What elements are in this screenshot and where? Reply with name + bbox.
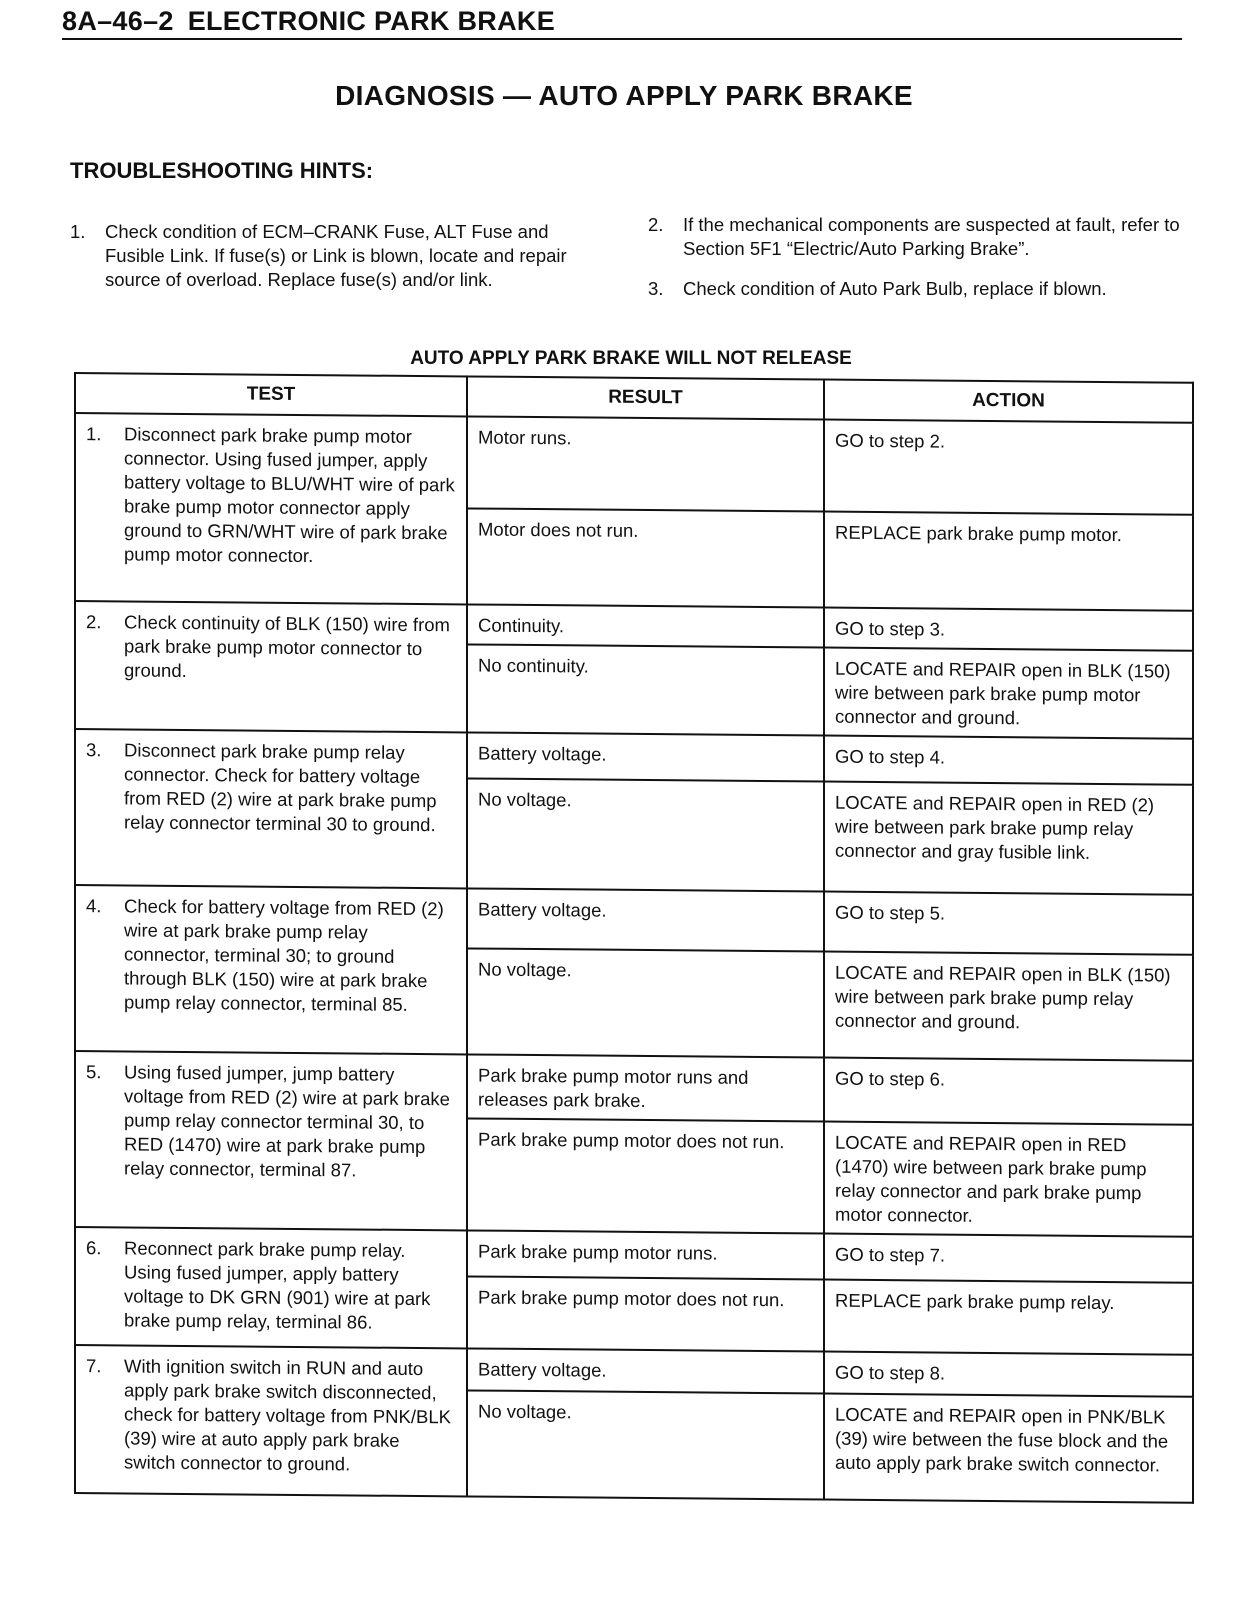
action-cell: GO to step 2. bbox=[824, 420, 1193, 515]
action-cell: GO to step 4. bbox=[824, 736, 1193, 785]
header-test: TEST bbox=[75, 373, 467, 416]
result-cell: Park brake pump motor does not run. bbox=[467, 1118, 824, 1233]
header-action: ACTION bbox=[824, 380, 1193, 423]
test-cell bbox=[75, 1051, 467, 1230]
hint-item bbox=[648, 213, 1188, 269]
table-row bbox=[75, 729, 1193, 785]
table-row bbox=[75, 1227, 1193, 1283]
step-number: 3. bbox=[86, 739, 102, 761]
step-number: 4. bbox=[86, 895, 102, 917]
step-number: 5. bbox=[86, 1061, 102, 1083]
result-cell: Battery voltage. bbox=[467, 1348, 824, 1393]
diagnosis-table bbox=[74, 372, 1194, 1504]
result-cell: Motor does not run. bbox=[467, 508, 824, 607]
action-cell: GO to step 3. bbox=[824, 608, 1193, 651]
hint-number: 2. bbox=[648, 214, 664, 235]
test-text: Disconnect park brake pump relay connector. Check for battery voltage from RED (2) wire at park brake pump relay connector terminal 30 to ground. bbox=[124, 739, 437, 836]
action-cell: LOCATE and REPAIR open in RED (1470) wire between park brake pump relay connector and park brake pump motor connector. bbox=[824, 1122, 1193, 1237]
test-cell bbox=[75, 885, 467, 1054]
result-cell: Park brake pump motor runs. bbox=[467, 1230, 824, 1279]
hints-heading: TROUBLESHOOTING HINTS: bbox=[70, 158, 374, 183]
table-row bbox=[75, 1345, 1193, 1397]
result-cell: No continuity. bbox=[467, 644, 824, 735]
result-cell: No voltage. bbox=[467, 778, 824, 891]
header-result: RESULT bbox=[467, 376, 824, 419]
test-cell bbox=[75, 601, 467, 732]
result-cell: No voltage. bbox=[467, 1390, 824, 1499]
action-cell: GO to step 6. bbox=[824, 1058, 1193, 1125]
result-cell: Park brake pump motor runs and releases park brake. bbox=[467, 1054, 824, 1121]
hint-text: If the mechanical components are suspected at fault, refer to Section 5F1 “Electric/Auto Parking Brake”. bbox=[683, 214, 1180, 259]
action-cell: GO to step 8. bbox=[824, 1352, 1193, 1397]
action-cell: LOCATE and REPAIR open in BLK (150) wire between park brake pump motor connector and ground. bbox=[824, 648, 1193, 739]
action-cell: LOCATE and REPAIR open in RED (2) wire between park brake pump relay connector and gray fusible link. bbox=[824, 782, 1193, 895]
action-cell: LOCATE and REPAIR open in BLK (150) wire between park brake pump relay connector and ground. bbox=[824, 952, 1193, 1061]
table-row bbox=[75, 413, 1193, 515]
section-number: 8A–46–2 bbox=[62, 6, 174, 36]
result-cell: Continuity. bbox=[467, 604, 824, 647]
hint-item bbox=[70, 220, 590, 320]
page-header bbox=[62, 6, 1182, 40]
page-title: DIAGNOSIS — AUTO APPLY PARK BRAKE bbox=[335, 80, 913, 111]
action-cell: GO to step 5. bbox=[824, 892, 1193, 955]
test-cell bbox=[75, 1227, 467, 1348]
result-cell: Battery voltage. bbox=[467, 888, 824, 951]
test-cell bbox=[75, 413, 467, 604]
test-text: Check continuity of BLK (150) wire from park brake pump motor connector to ground. bbox=[124, 611, 450, 681]
table-body bbox=[75, 413, 1193, 1503]
action-cell: GO to step 7. bbox=[824, 1234, 1193, 1283]
test-text: With ignition switch in RUN and auto apply park brake switch disconnected, check for battery voltage from PNK/BLK (39) wire at auto apply park brake switch connector to ground. bbox=[124, 1355, 451, 1475]
action-cell: REPLACE park brake pump relay. bbox=[824, 1280, 1193, 1355]
result-cell: No voltage. bbox=[467, 948, 824, 1057]
test-cell bbox=[75, 1345, 467, 1496]
table-caption: AUTO APPLY PARK BRAKE WILL NOT RELEASE bbox=[410, 348, 852, 369]
hint-number: 3. bbox=[648, 278, 664, 299]
result-cell: Park brake pump motor does not run. bbox=[467, 1276, 824, 1351]
table-row bbox=[75, 885, 1193, 955]
action-cell: LOCATE and REPAIR open in PNK/BLK (39) wire between the fuse block and the auto apply park brake switch connector. bbox=[824, 1394, 1193, 1503]
hint-text: Check condition of ECM–CRANK Fuse, ALT Fuse and Fusible Link. If fuse(s) or Link is blown, locate and repair source of overload. Replace fuse(s) and/or link. bbox=[105, 221, 567, 290]
hint-item bbox=[648, 277, 1188, 305]
test-text: Disconnect park brake pump motor connector. Using fused jumper, apply battery voltage to BLU/WHT wire of park brake pump motor connector apply ground to GRN/WHT wire of park brake pump motor connector. bbox=[124, 423, 455, 567]
table-row bbox=[75, 601, 1193, 651]
section-title: ELECTRONIC PARK BRAKE bbox=[187, 6, 556, 36]
test-text: Reconnect park brake pump relay. Using fused jumper, apply battery voltage to DK GRN (901) wire at park brake pump relay, terminal 86. bbox=[124, 1237, 431, 1333]
test-cell bbox=[75, 729, 467, 888]
hint-number: 1. bbox=[70, 221, 86, 242]
action-cell: REPLACE park brake pump motor. bbox=[824, 512, 1193, 611]
step-number: 1. bbox=[86, 423, 102, 445]
table-row bbox=[75, 1051, 1193, 1125]
test-text: Check for battery voltage from RED (2) wire at park brake pump relay connector, terminal 30; to ground through BLK (150) wire at park brake pump relay connector, terminal 85. bbox=[124, 895, 444, 1015]
hint-text: Check condition of Auto Park Bulb, replace if blown. bbox=[683, 278, 1107, 299]
test-text: Using fused jumper, jump battery voltage from RED (2) wire at park brake pump relay connector terminal 30, to RED (1470) wire at park brake pump relay connector, terminal 87. bbox=[124, 1061, 450, 1181]
result-cell: Motor runs. bbox=[467, 416, 824, 511]
step-number: 6. bbox=[86, 1237, 102, 1259]
result-cell: Battery voltage. bbox=[467, 732, 824, 781]
step-number: 2. bbox=[86, 611, 102, 633]
step-number: 7. bbox=[86, 1355, 102, 1377]
